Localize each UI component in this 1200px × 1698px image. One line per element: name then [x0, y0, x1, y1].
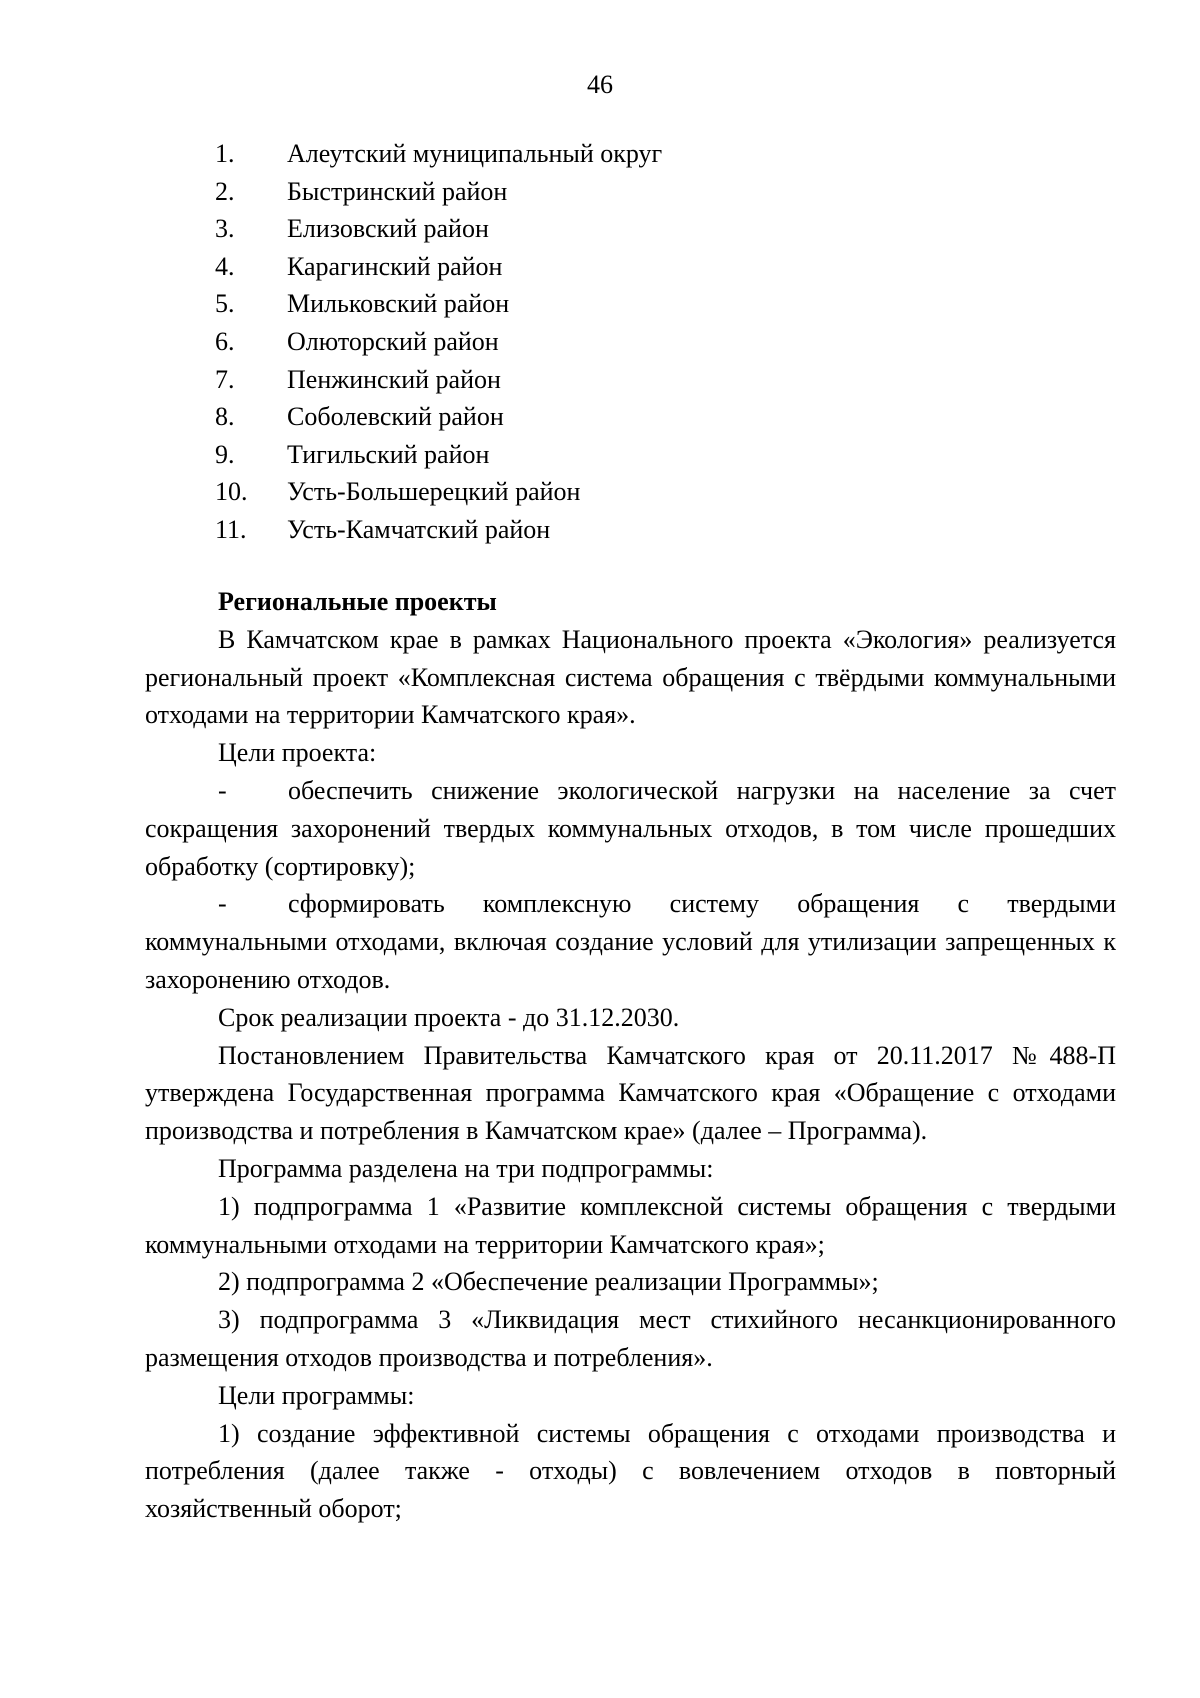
program-paragraph: Постановлением Правительства Камчатского края от 20.11.2017 №488-П утверждена Государственная программа Камчатского края «Обращение с отходами производства и потребления в Камчатском крае» (далее – Программа). — [145, 1040, 1116, 1146]
list-item-label: Тигильский район — [287, 439, 490, 469]
subprogram-item: 1) подпрограмма 1 «Развитие комплексной системы обращения с твердыми коммунальными отходами на территории Камчатского края»; — [145, 1191, 1116, 1259]
list-item-label: Олюторский район — [287, 327, 499, 356]
subprogram-item: 3) подпрограмма 3 «Ликвидация мест стихийного несанкционированного размещения отходов производства и потребления». — [145, 1305, 1116, 1372]
program-goals-label: Цели программы: — [218, 1380, 415, 1410]
list-item-number: 9. — [215, 439, 235, 469]
program-goal-item: 1) создание эффективной системы обращения с отходами производства и потребления (далее также - отходы) с вовлечением отходов в повторный хозяйственный оборот; — [145, 1418, 1116, 1524]
goal-item — [145, 772, 1116, 885]
section-heading: Региональные проекты — [218, 587, 497, 616]
list-item-label: Пенжинский район — [287, 364, 501, 394]
list-item-label: Карагинский район — [287, 251, 503, 281]
list-item-label: Быстринский район — [287, 176, 508, 206]
list-item-label: Алеутский муниципальный округ — [287, 139, 663, 168]
dash-marker: - — [218, 775, 227, 805]
list-item-number: 11. — [215, 515, 247, 544]
list-item-label: Усть-Большерецкий район — [287, 477, 581, 507]
document-body — [145, 583, 1116, 1528]
list-item-number: 8. — [215, 402, 235, 432]
dash-marker: - — [218, 889, 227, 919]
goal-text: обеспечить снижение экологической нагрузки на население за счет сокращения захоронений твердых коммунальных отходов, в том числе прошедших обработку (сортировку); — [145, 775, 1116, 881]
term-paragraph: Срок реализации проекта - до 31.12.2030. — [218, 1002, 680, 1032]
page-number: 46 — [587, 70, 613, 99]
list-item-number: 6. — [215, 327, 235, 356]
list-item-number: 1. — [215, 139, 235, 168]
list-item-number: 5. — [215, 289, 235, 319]
list-item-label: Соболевский район — [287, 402, 504, 432]
list-item-number: 2. — [215, 176, 235, 206]
list-item-number: 10. — [215, 477, 248, 507]
goals-label: Цели проекта: — [218, 738, 377, 768]
list-item-label: Елизовский район — [287, 214, 489, 244]
list-item-number: 4. — [215, 251, 235, 281]
subprogram-item: 2) подпрограмма 2 «Обеспечение реализации Программы»; — [218, 1267, 879, 1297]
goal-item — [145, 885, 1116, 998]
list-item-label: Мильковский район — [287, 289, 510, 319]
list-item-number: 7. — [215, 364, 235, 394]
list-item-label: Усть-Камчатский район — [287, 515, 551, 544]
intro-paragraph: В Камчатском крае в рамках Национального проекта «Экология» реализуется региональный проект «Комплексная система обращения с твёрдыми коммунальными отходами на территории Камчатского края». — [145, 624, 1116, 730]
goal-text: сформировать комплексную систему обращения с твердыми коммунальными отходами, включая создание условий для утилизации запрещенных к захоронению отходов. — [145, 889, 1116, 994]
list-item-number: 3. — [215, 214, 235, 244]
subprograms-label: Программа разделена на три подпрограммы: — [218, 1153, 714, 1183]
